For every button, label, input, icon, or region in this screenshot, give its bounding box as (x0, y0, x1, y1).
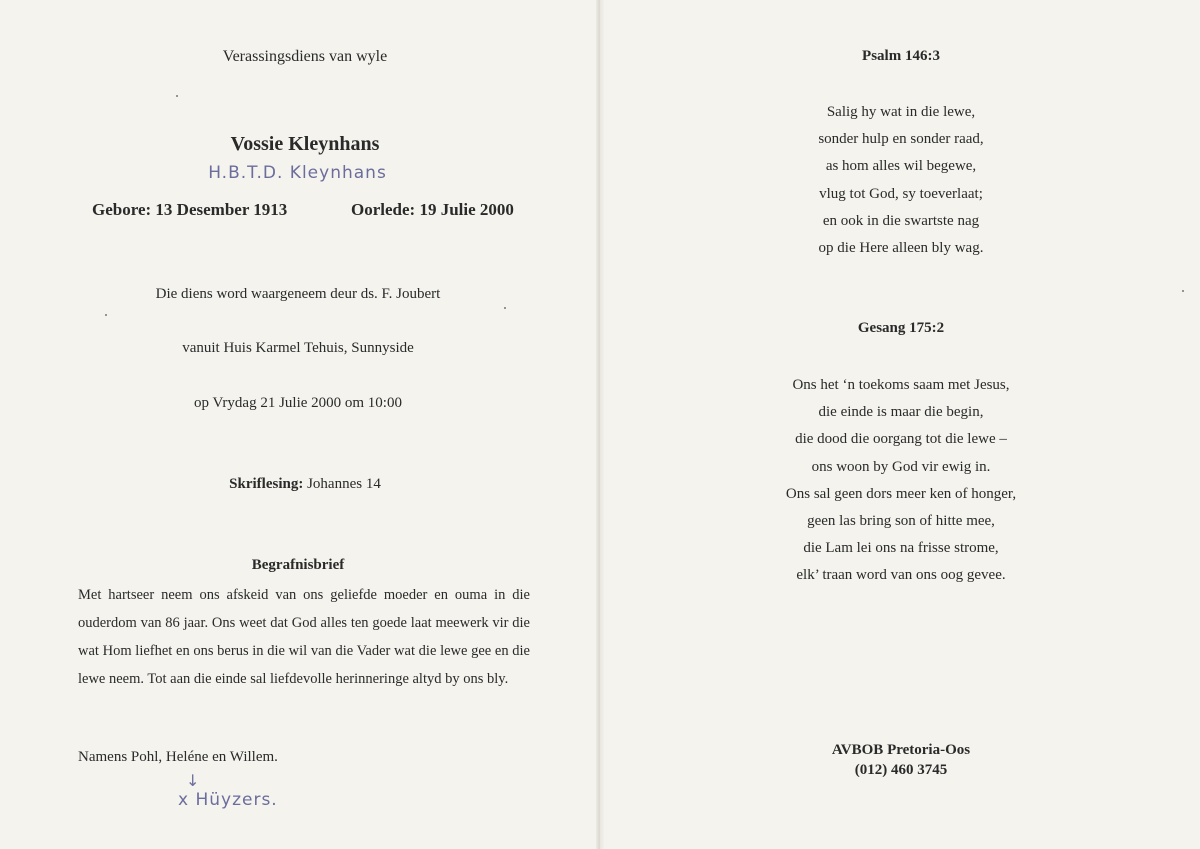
hymn-line: geen las bring son of hitte mee, (807, 513, 995, 530)
scripture-reading-label: Skriflesing: (229, 476, 304, 492)
venue-line: vanuit Huis Karmel Tehuis, Sunnyside (182, 340, 414, 356)
psalm-line: as hom alles wil begewe, (825, 158, 977, 175)
death-date: Oorlede: 19 Julie 2000 (351, 200, 514, 219)
paper-speck (176, 95, 178, 97)
right-page (602, 0, 1200, 849)
hymn-line: die dood die oorgang tot die lewe – (795, 431, 1007, 448)
psalm-title: Psalm 146:3 (862, 48, 940, 64)
psalm-line: vlug tot God, sy toeverlaat; (819, 185, 983, 202)
hymn-line: Ons het ‘n toekoms saam met Jesus, (792, 377, 1010, 393)
signature-line: Namens Pohl, Heléne en Willem. (78, 749, 278, 765)
hymn-verses (602, 372, 1200, 590)
hymn-title: Gesang 175:2 (857, 320, 945, 336)
intro-line: Verassingsdiens van wyle (222, 48, 388, 65)
hymn-line: die Lam lei ons na frisse strome, (803, 540, 999, 557)
service-datetime: op Vrydag 21 Julie 2000 om 10:00 (194, 395, 402, 411)
scripture-reading-value: Johannes 14 (307, 476, 381, 492)
letter-title: Begrafnisbrief (251, 557, 345, 573)
paper-speck (1182, 290, 1184, 292)
letter-body: Met hartseer neem ons afskeid van ons geliefde moeder en ouma in die ouderdom van 86 jaar. Ons weet dat God alles ten goede laat meewerk vir die wat Hom liefhet en ons berus in die wil van die Vader wat die lewe gee en die lewe neem. Tot aan die einde sal liefdevolle herinneringe altyd by ons bly. (78, 587, 530, 687)
psalm-line: op die Here alleen bly wag. (818, 240, 984, 257)
paper-speck (504, 307, 506, 309)
funeral-home-phone: (012) 460 3745 (854, 762, 948, 778)
scripture-reading (0, 476, 610, 493)
hymn-line: ons woon by God vir ewig in. (811, 458, 991, 475)
left-page (0, 0, 598, 849)
paper-speck (105, 314, 107, 316)
psalm-verses (602, 99, 1200, 262)
psalm-line: en ook in die swartste nag (822, 212, 980, 229)
handwritten-full-name: H.B.T.D. Kleynhans (208, 163, 387, 183)
hymn-line: Ons sal geen dors meer ken of honger, (785, 485, 1017, 502)
handwritten-arrow: ↓ (186, 771, 201, 790)
officiant-line: Die diens word waargeneem deur ds. F. Joubert (155, 286, 441, 302)
deceased-name: Vossie Kleynhans (230, 133, 380, 155)
hymn-line: elk’ traan word van ons oog gevee. (796, 567, 1006, 584)
funeral-home-name: AVBOB Pretoria-Oos (831, 742, 971, 758)
handwritten-addition: x Hüyzers. (178, 790, 278, 810)
psalm-line: Salig hy wat in die lewe, (826, 104, 976, 120)
birth-date: Gebore: 13 Desember 1913 (92, 200, 288, 219)
psalm-line: sonder hulp en sonder raad, (818, 131, 984, 148)
hymn-line: die einde is maar die begin, (818, 404, 984, 421)
